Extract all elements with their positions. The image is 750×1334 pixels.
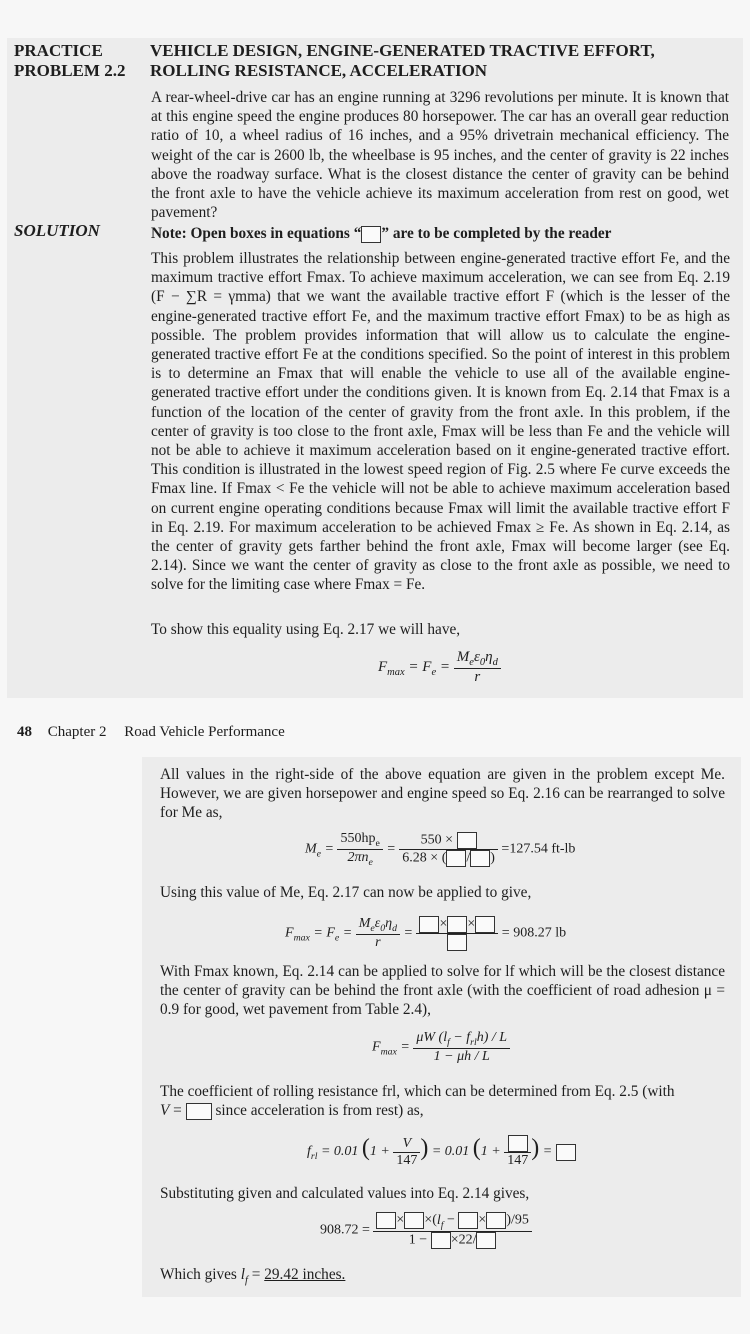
answer-box[interactable] [447, 934, 467, 951]
equation-substitution: 908.72 = $\frac{\times \times(l_f - \times )/95}{1 - \times 22/}$ [320, 1212, 532, 1249]
answer-box[interactable] [458, 1212, 478, 1229]
equation-fmax-fe: $F_{max} = F_e$ = $\frac{M_e\varepsilon_0\eta_d}{r}$ [378, 649, 501, 686]
continuation-paragraph-2: Using this value of Me, Eq. 2.17 can now be applied to give, [160, 884, 532, 901]
equation-fmax-calc: $F_{max} = F_e$ = $\frac{M_e\varepsilon_0\eta_d}{r}$ = × × = 908.27 lb [285, 916, 567, 950]
continuation-paragraph-3: With Fmax known, Eq. 2.14 can be applied to solve for lf which will be the closest distance the center of gravity can be behind the front axle (with the coefficient of road adhesion μ = 0.9 for good, wet pavement from Table 2.4), [160, 963, 725, 1019]
open-box-note: Note: Open boxes in equations “ ” are to be completed by the reader [151, 225, 612, 242]
answer-box[interactable] [457, 832, 477, 849]
solution-paragraph-1: This problem illustrates the relationship between engine-generated tractive effort Fe, and the maximum tractive effort Fmax. To achieve maximum acceleration, we can see from Eq. 2.19 (F − ∑R = γmma) that we want the available tractive effort F (which is the lesser of the engine-generated tractive effort Fe, and the maximum tractive effort Fmax) to be as high as possible. The problem provides information that will allow us to calculate the engine-generated tractive effort Fe at the conditions specified. So the point of interest in this problem is to determine an Fmax that will enable the vehicle to use all of the available engine-generated tractive effort under the conditions given. It is known from Eq. 2.14 that Fmax is a function of the location of the center of gravity from the front axle. In this problem, if the center of gravity is too close to the front axle, Fmax will be less than Fe and the vehicle will not be able to achieve it maximum acceleration based on it engine-generated tractive effort. This condition is illustrated in the lowest speed region of Fig. 2.5 where Fe curve exceeds the Fmax line. If Fmax < Fe the vehicle will not be able to achieve maximum acceleration based on current engine operating conditions because Fmax will limit the available tractive effort F in Eq. 2.19. For maximum acceleration to be achieved Fmax ≥ Fe. As shown in Eq. 2.14, as the center of gravity gets farther behind the front axle, Fmax will become larger (see Eq. 2.14). Since we want the center of gravity as close to the front axle as possible, we need to solve for the limiting case where Fmax = Fe. [151, 250, 730, 594]
answer-box[interactable] [556, 1144, 576, 1161]
equation-rolling-resistance: $f_{rl} = 0.01$ (1 + $\frac{V}{147}$ ) = 0.01 (1 + 147 ) = [307, 1135, 576, 1169]
answer-box[interactable] [404, 1212, 424, 1229]
equation-2-14: $F_{max}$ = $\frac{\mu W (l_f - f_{rl}h) / L}{1 - \mu h / L}$ [372, 1030, 510, 1065]
answer-box[interactable] [475, 916, 495, 933]
chapter-number: Chapter 2 [47, 724, 107, 740]
answer-box[interactable] [446, 850, 466, 867]
answer-box[interactable] [431, 1232, 451, 1249]
problem-statement: A rear-wheel-drive car has an engine running at 3296 revolutions per minute. It is known that at this engine speed the engine produces 80 horsepower. The car has an overall gear reduction ratio of 10, a wheel radius of 16 inches, and a 95% drivetrain mechanical efficiency. The weight of the car is 2600 lb, the wheelbase is 95 inches, and the center of gravity is 22 inches above the roadway surface. What is the closest distance the center of gravity can be behind the front axle to have the vehicle achieve its maximum acceleration from rest on good, wet pavement? [151, 89, 729, 222]
answer-box[interactable] [186, 1103, 212, 1120]
answer-box[interactable] [419, 916, 439, 933]
answer-box[interactable] [486, 1212, 506, 1229]
answer-box[interactable] [470, 850, 490, 867]
answer-box[interactable] [376, 1212, 396, 1229]
answer-box[interactable] [476, 1232, 496, 1249]
final-answer-value: 29.42 inches. [264, 1266, 346, 1283]
problem-title: VEHICLE DESIGN, ENGINE-GENERATED TRACTIVE EFFORT, ROLLING RESISTANCE, ACCELERATION [150, 41, 655, 80]
answer-box[interactable] [508, 1135, 528, 1152]
page-footer [17, 724, 285, 741]
continuation-paragraph-5: Substituting given and calculated values into Eq. 2.14 gives, [160, 1185, 530, 1202]
equation-me: $M_e$ = $\frac{550hp_e}{2\pi n_e}$ = $\frac{550 \times}{6.28 \times ( / )}$ =127.54 ft-lb [305, 831, 576, 868]
continuation-paragraph-4: The coefficient of rolling resistance frl, which can be determined from Eq. 2.5 (with V = since acceleration is from rest) as, [160, 1083, 675, 1120]
chapter-title: Road Vehicle Performance [124, 724, 285, 740]
practice-label: PRACTICE PROBLEM 2.2 [14, 41, 126, 80]
solution-label: SOLUTION [14, 221, 100, 240]
solution-paragraph-2: To show this equality using Eq. 2.17 we will have, [151, 621, 461, 638]
final-answer: Which gives $l_f = 29.42$ inches. [160, 1266, 346, 1287]
continuation-paragraph-1: All values in the right-side of the above equation are given in the problem except Me. However, we are given horsepower and engine speed so Eq. 2.16 can be rearranged to solve for Me as, [160, 766, 725, 822]
answer-box[interactable] [361, 226, 381, 243]
answer-box[interactable] [447, 916, 467, 933]
page-number: 48 [17, 724, 32, 740]
